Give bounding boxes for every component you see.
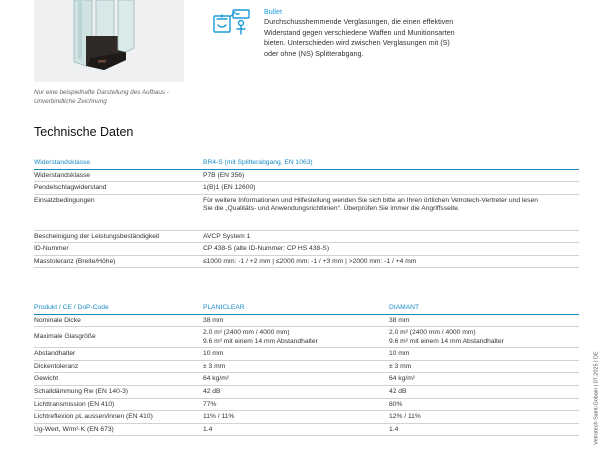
table-header-cell: Produkt / CE / DoP-Code [34,302,203,314]
table-row [34,423,579,436]
table-row [34,230,579,243]
row-value: P7B (EN 356) [203,169,579,182]
row-value: 1(B)1 (EN 12600) [203,182,579,195]
row-value-diamant: 38 mm [389,314,579,327]
table-header-row [34,302,579,314]
table-row [34,360,579,373]
row-label: Nominale Dicke [34,314,203,327]
row-value-diamant: 12% / 11% [389,411,579,424]
row-value-planiclear: 77% [203,398,389,411]
row-label: Gewicht [34,373,203,386]
bullet-description: Durchschusshemmende Verglasungen, die einen effektiven Widerstand gegen verschiedene Waffen und Munitionsarten bieten. Unterschieden wird zwischen Verglasungen mit (S) oder ohne (NS) Splitterabgang. [264,17,455,58]
resistance-class-table [34,157,579,268]
row-value: CP 438-S (alte ID-Nummer: CP HS 438-S) [203,243,579,256]
table-header-cell: Widerstandsklasse [34,157,203,169]
row-label: ID-Nummer [34,243,203,256]
row-label: Lichtreflexion ρL aussen/innen (EN 410) [34,411,203,424]
row-label: Maximale Glasgröße [34,327,203,348]
row-label: Einsatzbedingungen [34,194,203,230]
shooter-icon [213,6,251,36]
row-label: Dickentoleranz [34,360,203,373]
row-label: Masstoleranz (Breite/Höhe) [34,255,203,268]
table-row [34,314,579,327]
row-value-planiclear: 11% / 11% [203,411,389,424]
section-title: Technische Daten [34,125,134,139]
row-label: Bescheinigung der Leistungsbeständigkeit [34,230,203,243]
table-row [34,169,579,182]
row-label: Widerstandsklasse [34,169,203,182]
row-value-diamant: 64 kg/m² [389,373,579,386]
row-value: AVCP System 1 [203,230,579,243]
row-label: Lichttransmission (EN 410) [34,398,203,411]
row-label: Schalldämmung Rw (EN 140-3) [34,386,203,399]
table-header-cell: BR4-S (mit Splitterabgang, EN 1063) [203,157,579,169]
table-row [34,373,579,386]
glass-cross-section-drawing [34,0,184,82]
table-row [34,243,579,256]
row-value: Für weitere Informationen und Hilfestellung wenden Sie sich bitte an Ihren örtlichen Vetrotech-Vertreter und lesen Sie die „Qualitäts- und Anwendungsrichtlinien“. Überprüfen Sie immer die Angriffsseite. [203,194,579,230]
row-label: Pendelschlagwiderstand [34,182,203,195]
row-value-planiclear: 2.0 m² (2400 mm / 4000 mm) 9.6 m² mit einem 14 mm Abstandhalter [203,327,389,348]
row-value-planiclear: 42 dB [203,386,389,399]
table-row [34,348,579,361]
row-value-diamant: 10 mm [389,348,579,361]
row-value-diamant: ± 3 mm [389,360,579,373]
table-row [34,327,579,348]
table-header-row [34,157,579,169]
row-label: Ug-Wert, W/m²·K (EN 673) [34,423,203,436]
row-value-planiclear: 10 mm [203,348,389,361]
table-header-cell: PLANICLEAR [203,302,389,314]
glass-illustration [34,0,184,82]
table-row [34,255,579,268]
row-value-diamant: 42 dB [389,386,579,399]
resistance-class-table-body [34,157,579,268]
table-row [34,411,579,424]
row-value-planiclear: 1.4 [203,423,389,436]
row-value-planiclear: 38 mm [203,314,389,327]
row-value-diamant: 1.4 [389,423,579,436]
row-value-diamant: 2.0 m² (2400 mm / 4000 mm) 9.6 m² mit einem 14 mm Abstandhalter [389,327,579,348]
table-row [34,386,579,399]
row-value-diamant: 80% [389,398,579,411]
row-value: ≤1000 mm: -1 / +2 mm | ≤2000 mm: -1 / +3 mm | >2000 mm: -1 / +4 mm [203,255,579,268]
table-row [34,194,579,230]
bullet-title: Bullet [264,7,282,16]
table-row [34,182,579,195]
table-header-cell: DIAMANT [389,302,579,314]
row-label: Abstandhalter [34,348,203,361]
row-value-planiclear: ± 3 mm [203,360,389,373]
side-footer-text: Vetrotech Saint-Gobain | 07.2025 | DE [593,351,600,445]
figure-caption: Nur eine beispielhafte Darstellung des Aufbaus - Unverbindliche Zeichnung [34,89,169,105]
product-data-table [34,302,579,436]
product-data-table-body [34,302,579,436]
table-row [34,398,579,411]
side-footer-note [589,351,600,450]
row-value-planiclear: 64 kg/m² [203,373,389,386]
